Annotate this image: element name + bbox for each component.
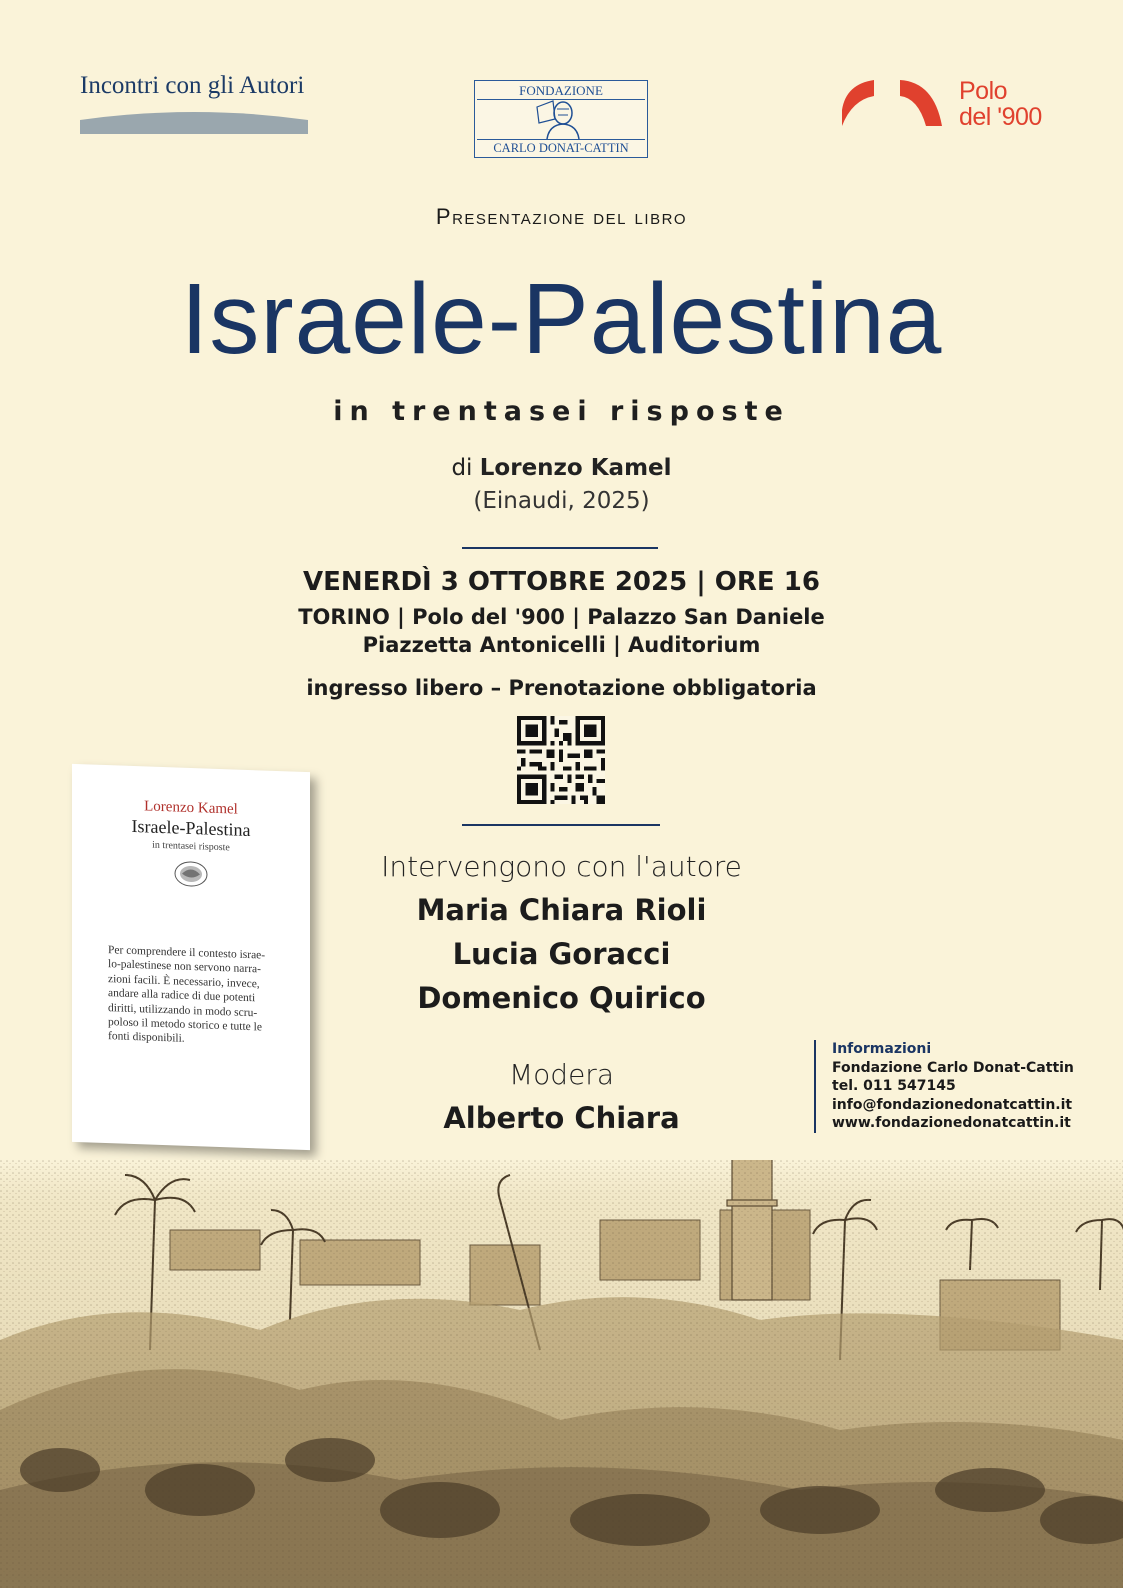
admission-note: ingresso libero – Prenotazione obbligatoria bbox=[306, 676, 817, 700]
author-name: Lorenzo Kamel bbox=[479, 455, 672, 481]
publisher: (Einaudi, 2025) bbox=[473, 488, 650, 514]
divider-bottom bbox=[462, 824, 660, 826]
kicker-presentazione: Presentazione del libro bbox=[435, 204, 688, 229]
speaker-name: Domenico Quirico bbox=[417, 981, 706, 1015]
divider-top bbox=[462, 547, 658, 549]
page-title: Israele-Palestina bbox=[180, 263, 943, 375]
venue-line-1: TORINO | Polo del '900 | Palazzo San Daniele bbox=[298, 605, 825, 629]
moderator-label: Modera bbox=[509, 1058, 614, 1091]
polo-del-900-logo bbox=[842, 77, 1072, 140]
incontri-con-gli-autori-logo bbox=[80, 72, 310, 134]
book-cover-subtitle: in trentasei risposte bbox=[152, 839, 230, 854]
info-email-link[interactable]: info@fondazionedonatcattin.it bbox=[832, 1096, 1073, 1113]
polo-arc-icon bbox=[842, 80, 952, 126]
speakers-label: Intervengono con l'autore bbox=[381, 850, 742, 883]
author-line bbox=[0, 455, 1123, 481]
venue-line-2: Piazzetta Antonicelli | Auditorium bbox=[362, 633, 761, 657]
info-heading: Informazioni bbox=[832, 1041, 932, 1057]
historical-landscape-photo bbox=[0, 1160, 1123, 1588]
qr-code[interactable] bbox=[517, 716, 605, 804]
speaker-name: Lucia Goracci bbox=[452, 937, 671, 971]
polo-logo-text: Polo del '900 bbox=[959, 77, 1042, 131]
book-subtitle: in trentasei risposte bbox=[333, 396, 790, 427]
author-prefix: di bbox=[451, 455, 473, 481]
moderator-name: Alberto Chiara bbox=[443, 1101, 680, 1135]
info-block bbox=[814, 1040, 1074, 1133]
info-phone: tel. 011 547145 bbox=[832, 1078, 956, 1094]
incontri-logo-swoosh bbox=[80, 106, 308, 134]
info-website-link[interactable]: www.fondazionedonatcattin.it bbox=[832, 1115, 1071, 1131]
book-cover-title: Israele-Palestina bbox=[131, 815, 251, 841]
speaker-name: Maria Chiara Rioli bbox=[416, 893, 707, 927]
info-organization: Fondazione Carlo Donat-Cattin bbox=[832, 1059, 1074, 1076]
event-date: VENERDÌ 3 OTTOBRE 2025 | ORE 16 bbox=[303, 567, 820, 597]
fondazione-donat-cattin-logo bbox=[474, 80, 648, 158]
fondazione-logo-bottom-text: CARLO DONAT-CATTIN bbox=[493, 141, 629, 155]
book-cover-blurb: Per comprendere il contesto israe- lo-palestinese non servono narra- zioni facili. È necessario, invece, andare alla radice di due potenti diritti, utilizzando in modo scru- poloso il metodo storico e tutte le fonti disponibili. bbox=[108, 944, 266, 1046]
fondazione-logo-top-text: FONDAZIONE bbox=[519, 83, 603, 98]
incontri-logo-text: Incontri con gli Autori bbox=[80, 72, 305, 99]
portrait-engraving-icon bbox=[533, 97, 591, 139]
book-cover-author: Lorenzo Kamel bbox=[144, 798, 238, 818]
